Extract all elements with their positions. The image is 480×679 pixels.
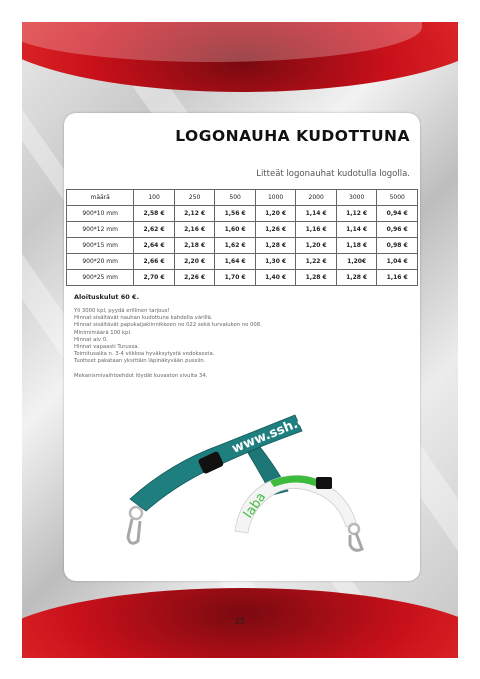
price-cell: 1,12 €	[336, 206, 377, 222]
price-cell: 1,30 €	[255, 254, 296, 270]
price-cell: 0,98 €	[377, 238, 418, 254]
price-cell: 2,18 €	[174, 238, 215, 254]
price-cell: 2,66 €	[134, 254, 175, 270]
red-swoosh-top	[22, 22, 458, 92]
price-cell: 1,04 €	[377, 254, 418, 270]
price-cell: 1,14 €	[336, 222, 377, 238]
product-info	[74, 293, 404, 380]
price-cell: 1,28 €	[296, 270, 337, 286]
price-cell: 1,56 €	[215, 206, 256, 222]
column-header: 1000	[255, 190, 296, 206]
price-cell: 2,62 €	[134, 222, 175, 238]
price-cell: 2,70 €	[134, 270, 175, 286]
price-cell: 1,28 €	[336, 270, 377, 286]
note-line: Toimitusaika n. 3-4 viikkoa hyväksytystä vedoksesta.	[74, 351, 215, 358]
hook-white	[350, 533, 362, 550]
price-cell: 0,96 €	[377, 222, 418, 238]
lanyard-product-image	[110, 403, 380, 553]
note-line: Yli 3000 kpl, pyydä erillinen tarjous!	[74, 308, 170, 314]
price-table-header-row	[67, 190, 418, 206]
price-cell: 2,20 €	[174, 254, 215, 270]
teal-lanyard	[128, 405, 328, 543]
startup-cost: Aloituskulut 60 €.	[74, 293, 140, 301]
table-row	[67, 238, 418, 254]
column-header: 500	[215, 190, 256, 206]
price-cell: 1,62 €	[215, 238, 256, 254]
size-cell: 900*15 mm	[67, 238, 134, 254]
column-header: 100	[134, 190, 175, 206]
price-cell: 1,26 €	[255, 222, 296, 238]
price-cell: 1,64 €	[215, 254, 256, 270]
note-line: Hinnat alv 0.	[74, 336, 108, 343]
size-cell: 900*25 mm	[67, 270, 134, 286]
price-cell: 1,28 €	[255, 238, 296, 254]
hook-teal	[128, 519, 140, 543]
price-cell: 2,26 €	[174, 270, 215, 286]
price-cell: 2,16 €	[174, 222, 215, 238]
column-header: 3000	[336, 190, 377, 206]
column-header: 5000	[377, 190, 418, 206]
price-cell: 1,20€	[336, 254, 377, 270]
mechanism-note: Mekanismivaihtoehdot löydät kuvaston sivulta 34.	[74, 372, 208, 379]
teal-lanyard-text: www.ssh.com	[229, 405, 329, 457]
price-cell: 2,64 €	[134, 238, 175, 254]
safety-buckle-white	[316, 477, 332, 489]
price-cell: 0,94 €	[377, 206, 418, 222]
price-cell: 1,16 €	[296, 222, 337, 238]
page-number: 25	[234, 617, 246, 626]
page-subtitle: Litteät logonauhat kudotulla logolla.	[256, 169, 410, 179]
note-line: Minimimäärä 100 kpl.	[74, 329, 132, 336]
price-cell: 1,20 €	[255, 206, 296, 222]
price-cell: 1,40 €	[255, 270, 296, 286]
note-line: Hinnat vapaasti Turussa.	[74, 344, 140, 351]
column-header: määrä	[67, 190, 134, 206]
column-header: 250	[174, 190, 215, 206]
price-cell: 1,16 €	[377, 270, 418, 286]
price-table	[66, 189, 418, 286]
table-row	[67, 254, 418, 270]
column-header: 2000	[296, 190, 337, 206]
price-cell: 1,70 €	[215, 270, 256, 286]
size-cell: 900*12 mm	[67, 222, 134, 238]
price-cell: 1,60 €	[215, 222, 256, 238]
note-line: Hinnat sisältävät papukaijakiinnikkeen no 022 sekä turvalukon no 008.	[74, 322, 262, 329]
content-panel	[64, 113, 420, 581]
size-cell: 900*20 mm	[67, 254, 134, 270]
price-cell: 2,12 €	[174, 206, 215, 222]
table-row	[67, 206, 418, 222]
table-row	[67, 270, 418, 286]
price-cell: 1,22 €	[296, 254, 337, 270]
white-lanyard-text: laba	[240, 489, 270, 522]
note-line: Tuotteet pakataan yksittäin läpinäkyvään pussiin.	[74, 358, 206, 365]
price-cell: 1,18 €	[336, 238, 377, 254]
price-cell: 2,58 €	[134, 206, 175, 222]
white-lanyard	[235, 475, 362, 550]
price-cell: 1,20 €	[296, 238, 337, 254]
size-cell: 900*10 mm	[67, 206, 134, 222]
table-row	[67, 222, 418, 238]
page-title: LOGONAUHA KUDOTTUNA	[175, 127, 410, 145]
price-cell: 1,14 €	[296, 206, 337, 222]
note-line: Hinnat sisältävät nauhan kudottuna kahdella värillä.	[74, 315, 213, 322]
